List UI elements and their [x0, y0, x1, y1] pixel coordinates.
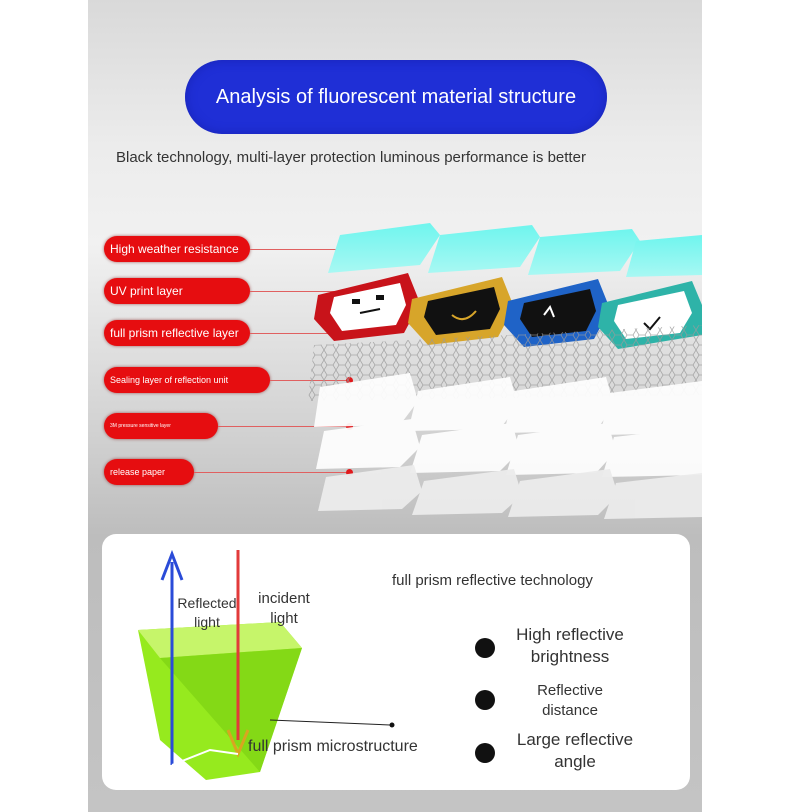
- white-layers: [314, 373, 702, 477]
- layer-label-release: release paper: [104, 459, 194, 485]
- page-title: Analysis of fluorescent material structure: [215, 85, 577, 108]
- feature-bullet: [475, 638, 495, 658]
- technology-title: full prism reflective technology: [392, 572, 593, 589]
- layer-label-weather: High weather resistance: [104, 236, 250, 262]
- microstructure-label: full prism microstructure: [248, 738, 418, 755]
- layer-label-sealing: Sealing layer of reflection unit: [104, 367, 270, 393]
- feature-distance: Reflective distance: [537, 682, 603, 719]
- layer-label-uv-print: UV print layer: [104, 278, 250, 304]
- pointer-dot: [390, 723, 395, 728]
- feature-bullet: [475, 690, 495, 710]
- layer-stack-illustration: [300, 205, 702, 525]
- page-subtitle: Black technology, multi-layer protection luminous performance is better: [116, 149, 586, 166]
- feature-angle: Large reflective angle: [516, 730, 634, 772]
- layer-label-pressure: 3M pressure sensitive layer: [104, 413, 218, 439]
- layer-label-prism: full prism reflective layer: [104, 320, 250, 346]
- title-banner: [185, 60, 607, 134]
- feature-brightness: High reflective brightness: [516, 625, 624, 667]
- feature-bullet: [475, 743, 495, 763]
- reflected-light-label: Reflected light: [177, 595, 237, 630]
- incident-light-label: incident light: [258, 590, 310, 628]
- microstructure-pointer: [270, 720, 390, 725]
- weather-layer-shapes: [328, 223, 702, 277]
